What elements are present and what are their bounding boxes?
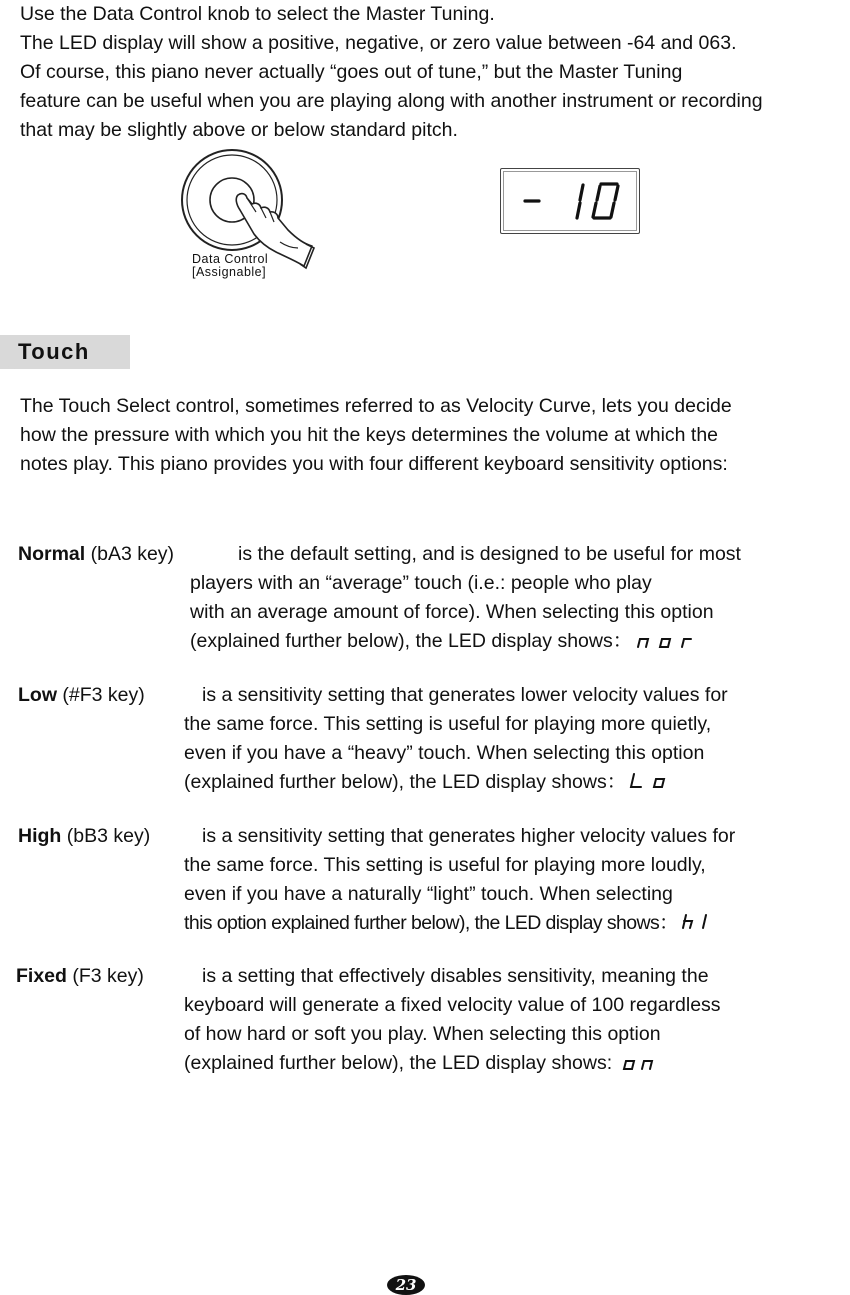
- led-hi-icon: [680, 913, 714, 931]
- option-label: [18, 540, 174, 569]
- touch-intro: [20, 392, 850, 479]
- page-number: 23: [387, 1275, 425, 1295]
- option-text-line: [190, 627, 700, 656]
- knob-caption-line: Data Control: [192, 252, 269, 266]
- knob-caption: [192, 253, 268, 279]
- option-text-line: the same force. This setting is useful for playing more loudly,: [184, 854, 706, 876]
- option-text-line: with an average amount of force). When selecting this option: [190, 601, 714, 623]
- intro-line: Use the Data Control knob to select the Master Tuning.: [20, 3, 495, 25]
- option-label: [18, 822, 150, 851]
- section-header-tab: [0, 335, 130, 369]
- option-text-line: is the default setting, and is designed to be useful for most: [238, 543, 741, 565]
- option-key: (F3 key): [72, 965, 144, 987]
- section-title: Touch: [18, 339, 90, 364]
- touch-intro-line: how the pressure with which you hit the keys determines the volume at which the: [20, 424, 719, 446]
- intro-line: that may be slightly above or below standard pitch.: [20, 119, 458, 141]
- option-name: Fixed: [16, 965, 67, 987]
- option-text: (explained further below), the LED display shows:: [184, 1052, 618, 1074]
- option-text-line: players with an “average” touch (i.e.: people who play: [190, 572, 652, 594]
- option-text: (explained further below), the LED display shows：: [184, 771, 627, 793]
- option-text-line: is a sensitivity setting that generates higher velocity values for: [202, 825, 736, 847]
- option-label: [18, 681, 145, 710]
- led-readout: [501, 169, 639, 233]
- option-text-line: the same force. This setting is useful for playing more quietly,: [184, 713, 712, 735]
- led-nor-icon: [634, 633, 700, 649]
- option-text-line: is a setting that effectively disables sensitivity, meaning the: [202, 965, 709, 987]
- option-text-line: even if you have a “heavy” touch. When selecting this option: [184, 742, 705, 764]
- intro-line: feature can be useful when you are playing along with another instrument or recording: [20, 90, 763, 112]
- touch-intro-line: The Touch Select control, sometimes referred to as Velocity Curve, lets you decide: [20, 395, 732, 417]
- option-text-line: even if you have a naturally “light” touch. When selecting: [184, 883, 673, 905]
- option-key: (#F3 key): [62, 684, 145, 706]
- option-text-line: of how hard or soft you play. When selecting this option: [184, 1023, 661, 1045]
- intro-line: The LED display will show a positive, negative, or zero value between -64 and 063.: [20, 32, 737, 54]
- option-text-line: is a sensitivity setting that generates lower velocity values for: [202, 684, 728, 706]
- intro-line: Of course, this piano never actually “goes out of tune,” but the Master Tuning: [20, 61, 683, 83]
- option-name: Normal: [18, 543, 86, 565]
- option-key: (bA3 key): [90, 543, 175, 565]
- option-label: [16, 962, 144, 991]
- touch-intro-line: notes play. This piano provides you with four different keyboard sensitivity options:: [20, 453, 728, 475]
- option-text-line: [184, 1049, 660, 1078]
- option-text-line: [184, 909, 714, 938]
- option-text: (explained further below), the LED display shows：: [190, 630, 633, 652]
- option-name: High: [18, 825, 62, 847]
- knob-caption-line: [Assignable]: [192, 265, 267, 279]
- option-key: (bB3 key): [66, 825, 151, 847]
- option-text-line: keyboard will generate a fixed velocity value of 100 regardless: [184, 994, 721, 1016]
- led-on-icon: [620, 1055, 660, 1071]
- master-tuning-intro: [20, 0, 850, 145]
- option-text-line: [184, 768, 672, 797]
- led-lo-icon: [628, 772, 672, 790]
- option-text: this option explained further below), the LED display shows：: [184, 912, 679, 934]
- led-display: [500, 168, 640, 234]
- option-name: Low: [18, 684, 57, 706]
